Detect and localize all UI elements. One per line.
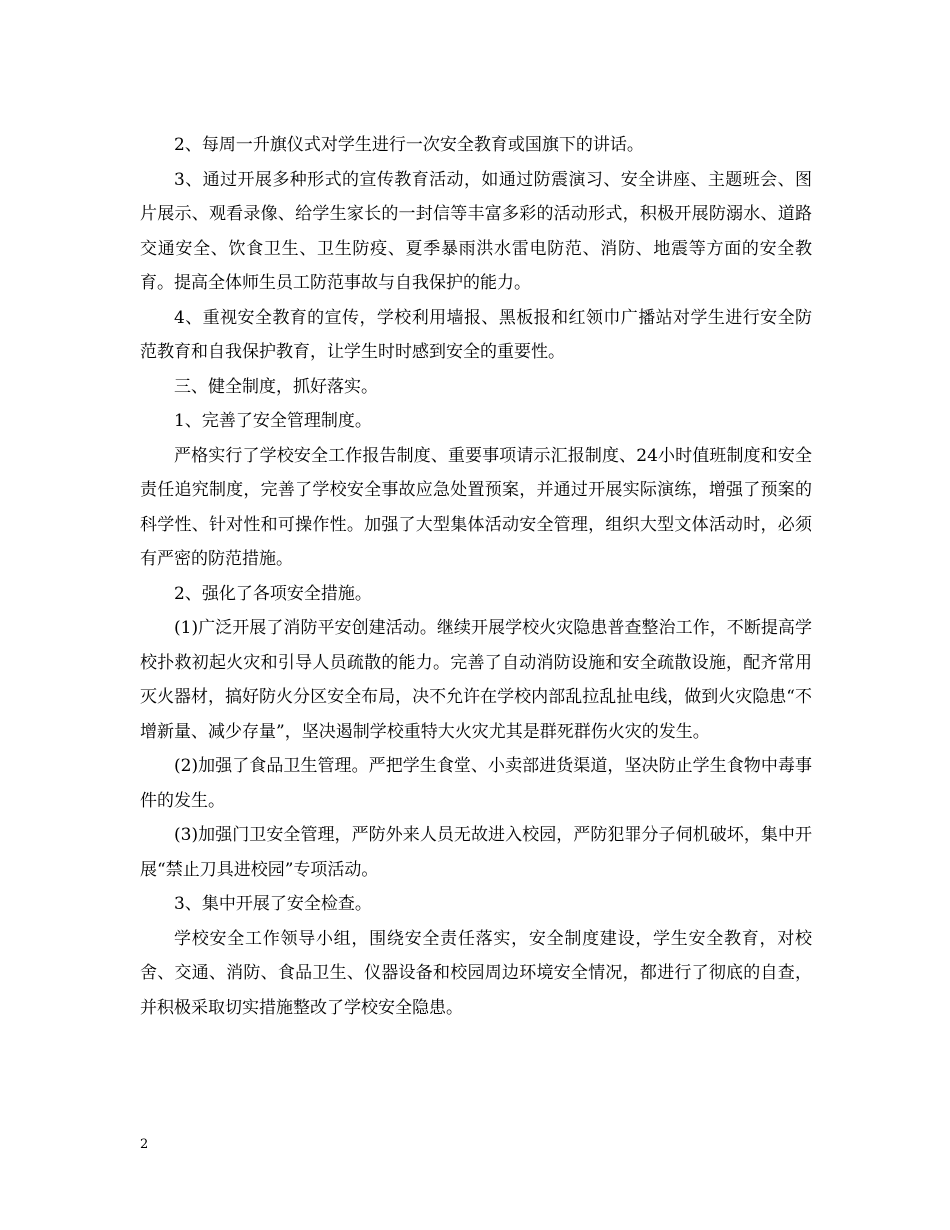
subsection-heading: 2、强化了各项安全措施。 bbox=[174, 583, 372, 604]
page-number: 2 bbox=[140, 1137, 149, 1152]
section-heading: 三、健全制度，抓好落实。 bbox=[174, 376, 378, 397]
paragraph: (3)加强门卫安全管理，严防外来人员无故进入校园，严防犯罪分子伺机破坏，集中开展“禁止刀具进校园”专项活动。 bbox=[140, 825, 812, 880]
paragraph: 4、重视安全教育的宣传，学校利用墙报、黑板报和红领巾广播站对学生进行安全防范教育和自我保护教育，让学生时时感到安全的重要性。 bbox=[140, 307, 812, 362]
paragraph: (2)加强了食品卫生管理。严把学生食堂、小卖部进货渠道，坚决防止学生食物中毒事件的发生。 bbox=[140, 756, 812, 811]
paragraph: 学校安全工作领导小组，围绕安全责任落实，安全制度建设，学生安全教育，对校舍、交通、消防、食品卫生、仪器设备和校园周边环境安全情况，都进行了彻底的自查，并积极采取切实措施整改了学校安全隐患。 bbox=[140, 928, 812, 1018]
paragraph: 严格实行了学校安全工作报告制度、重要事项请示汇报制度、24小时值班制度和安全责任追究制度，完善了学校安全事故应急处置预案，并通过开展实际演练，增强了预案的科学性、针对性和可操作性。加强了大型集体活动安全管理，组织大型文体活动时，必须有严密的防范措施。 bbox=[140, 445, 812, 569]
subsection-heading: 3、集中开展了安全检查。 bbox=[174, 894, 372, 914]
body-text bbox=[140, 128, 812, 1025]
paragraph: 3、通过开展多种形式的宣传教育活动，如通过防震演习、安全讲座、主题班会、图片展示、观看录像、给学生家长的一封信等丰富多彩的活动形式，积极开展防溺水、道路交通安全、饮食卫生、卫生防疫、夏季暴雨洪水雷电防范、消防、地震等方面的安全教育。提高全体师生员工防范事故与自我保护的能力。 bbox=[140, 169, 812, 293]
paragraph: 2、每周一升旗仪式对学生进行一次安全教育或国旗下的讲话。 bbox=[174, 135, 644, 155]
subsection-heading: 1、完善了安全管理制度。 bbox=[174, 411, 372, 431]
paragraph: (1)广泛开展了消防平安创建活动。继续开展学校火灾隐患普查整治工作，不断提高学校扑救初起火灾和引导人员疏散的能力。完善了自动消防设施和安全疏散设施，配齐常用灭火器材，搞好防火分区安全布局，决不允许在学校内部乱拉乱扯电线，做到火灾隐患“不增新量、减少存量”，坚决遏制学校重特大火灾尤其是群死群伤火灾的发生。 bbox=[140, 618, 812, 742]
